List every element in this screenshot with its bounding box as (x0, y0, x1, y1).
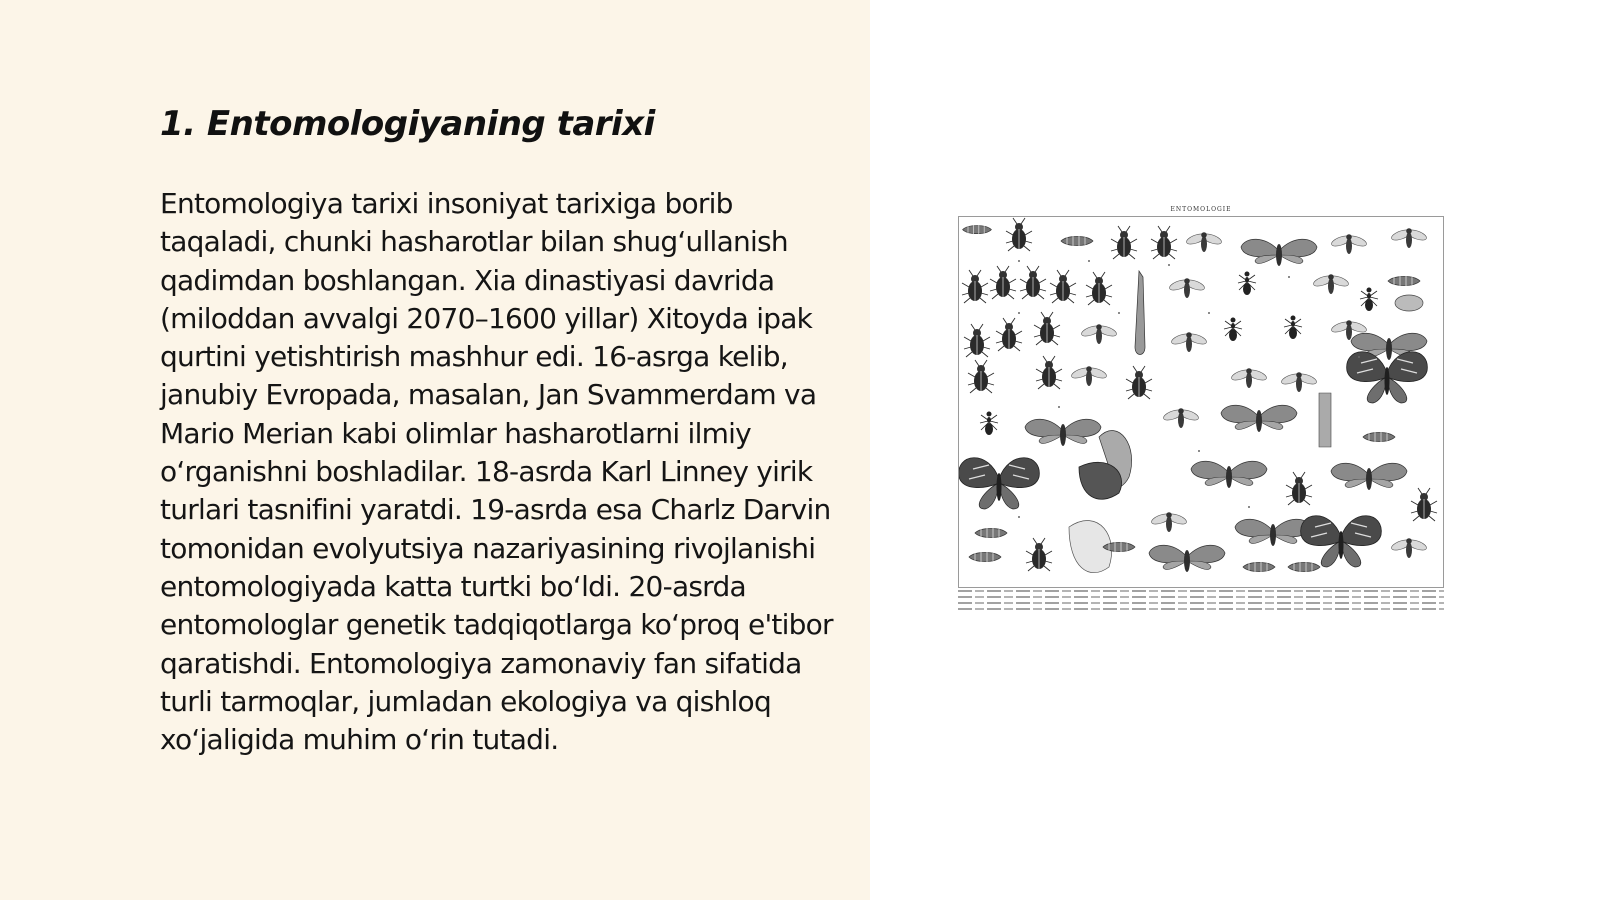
insect-plate-illustration-icon (958, 216, 1444, 588)
slide-title: 1. Entomologiyaning tarixi (160, 104, 655, 144)
slide-body-text: Entomologiya tarixi insoniyat tarixiga borib taqaladi, chunki hasharotlar bilan shug‘ullanish qadimdan boshlangan. Xia dinastiyasi davrida (miloddan avvalgi 2070–1600 yillar) Xitoyda ipak qurtini yetishtirish mashhur edi. 16-asrga kelib, janubiy Evropada, masalan, Jan Svammerdam va Mario Merian kabi olimlar hasharotlarni ilmiy o‘rganishni boshladilar. 18-asrda Karl Linney yirik turlari tasnifini yaratdi. 19-asrda esa Charlz Darvin tomonidan evolyutsiya nazariyasining rivojlanishi entomologiyada katta turtki bo‘ldi. 20-asrda entomologlar genetik tadqiqotlarga ko‘proq e'tibor qaratishdi. Entomologiya zamonaviy fan sifatida turli tarmoqlar, jumladan ekologiya va qishloq xo‘jaligida muhim o‘rin tutadi. (160, 187, 833, 757)
insect-plate-figure (958, 206, 1444, 616)
plate-caption-lines (958, 590, 1444, 614)
plate-header: ENTOMOLOGIE (1170, 206, 1232, 213)
